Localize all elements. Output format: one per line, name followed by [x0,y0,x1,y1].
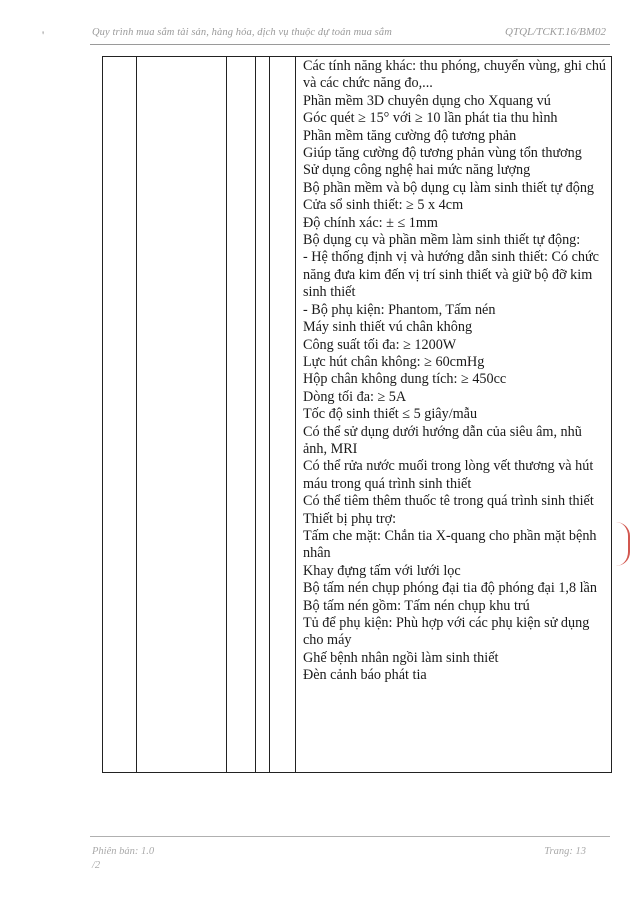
spec-line: Tấm che mặt: Chắn tia X-quang cho phần mặt bệnh nhân [303,527,597,562]
table-column-divider [255,56,256,773]
spec-line: Lực hút chân không: ≥ 60cmHg [303,353,485,370]
spec-line: Phần mềm 3D chuyên dụng cho Xquang vú [303,92,551,109]
corner-mark: ' [42,28,45,42]
spec-line: Phần mềm tăng cường độ tương phản [303,127,517,144]
spec-line: Ghế bệnh nhân ngồi làm sinh thiết [303,649,499,666]
spec-line: Có thể rửa nước muối trong lòng vết thương và hút máu trong quá trình sinh thiết [303,458,594,492]
spec-line: Bộ tấm nén gồm: Tấm nén chụp khu trú [303,597,530,614]
spec-line: Giúp tăng cường độ tương phản vùng tổn thương [303,145,582,162]
spec-line: Có thể tiêm thêm thuốc tê trong quá trình sinh thiết [303,493,594,510]
spec-line: - Bộ phụ kiện: Phantom, Tấm nén [303,301,496,318]
spec-line: Góc quét ≥ 15° với ≥ 10 lần phát tia thu hình [303,110,558,127]
spec-line: Dòng tối đa: ≥ 5A [303,388,407,405]
spec-line: Bộ phần mềm và bộ dụng cụ làm sinh thiết tự động [303,179,595,196]
spec-line: Tủ để phụ kiện: Phù hợp với các phụ kiện sử dụng cho máy [303,615,590,649]
header-document-code: QTQL/TCKT.16/BM02 [505,26,606,38]
table-column-divider [269,56,270,773]
table-column-divider [136,56,137,773]
spec-description-cell [303,58,607,685]
footer-version: Phiên bản: 1.0 [92,846,155,857]
table-column-divider [295,56,296,773]
spec-line: Độ chính xác: ± ≤ 1mm [303,214,438,231]
spec-line: - Hệ thống định vị và hướng dẫn sinh thiết: Có chức năng đưa kim đến vị trí sinh thiết và giữ bộ đỡ kim sinh thiết [303,249,599,301]
spec-line: Tốc độ sinh thiết ≤ 5 giây/mẫu [303,406,478,423]
spec-line: Bộ dụng cụ và phần mềm làm sinh thiết tự động: [303,232,581,249]
spec-line: Công suất tối đa: ≥ 1200W [303,336,457,353]
spec-line: Đèn cảnh báo phát tia [303,667,427,684]
footer-divider [90,836,610,837]
spec-line: Sử dụng công nghệ hai mức năng lượng [303,162,531,179]
spec-line: Bộ tấm nén chụp phóng đại tia độ phóng đại 1,8 lần [303,580,597,597]
spec-line: Khay đựng tấm với lưới lọc [303,562,461,579]
spec-line: Thiết bị phụ trợ: [303,510,397,527]
spec-line: Cửa sổ sinh thiết: ≥ 5 x 4cm [303,197,464,214]
spec-line: Máy sinh thiết vú chân không [303,319,473,336]
header-divider [90,44,610,45]
spec-line: Các tính năng khác: thu phóng, chuyển vùng, ghi chú và các chức năng đo,... [303,58,607,92]
footer-code: /2 [92,860,101,871]
stamp-mark [614,522,630,566]
spec-line: Hộp chân không dung tích: ≥ 450cc [303,371,507,388]
footer-page-number: Trang: 13 [544,846,586,857]
header-document-title: Quy trình mua sắm tài sản, hàng hóa, dịch vụ thuộc dự toán mua sắm [92,27,392,38]
spec-line: Có thể sử dụng dưới hướng dẫn của siêu âm, nhũ ảnh, MRI [303,423,582,457]
table-column-divider [226,56,227,773]
